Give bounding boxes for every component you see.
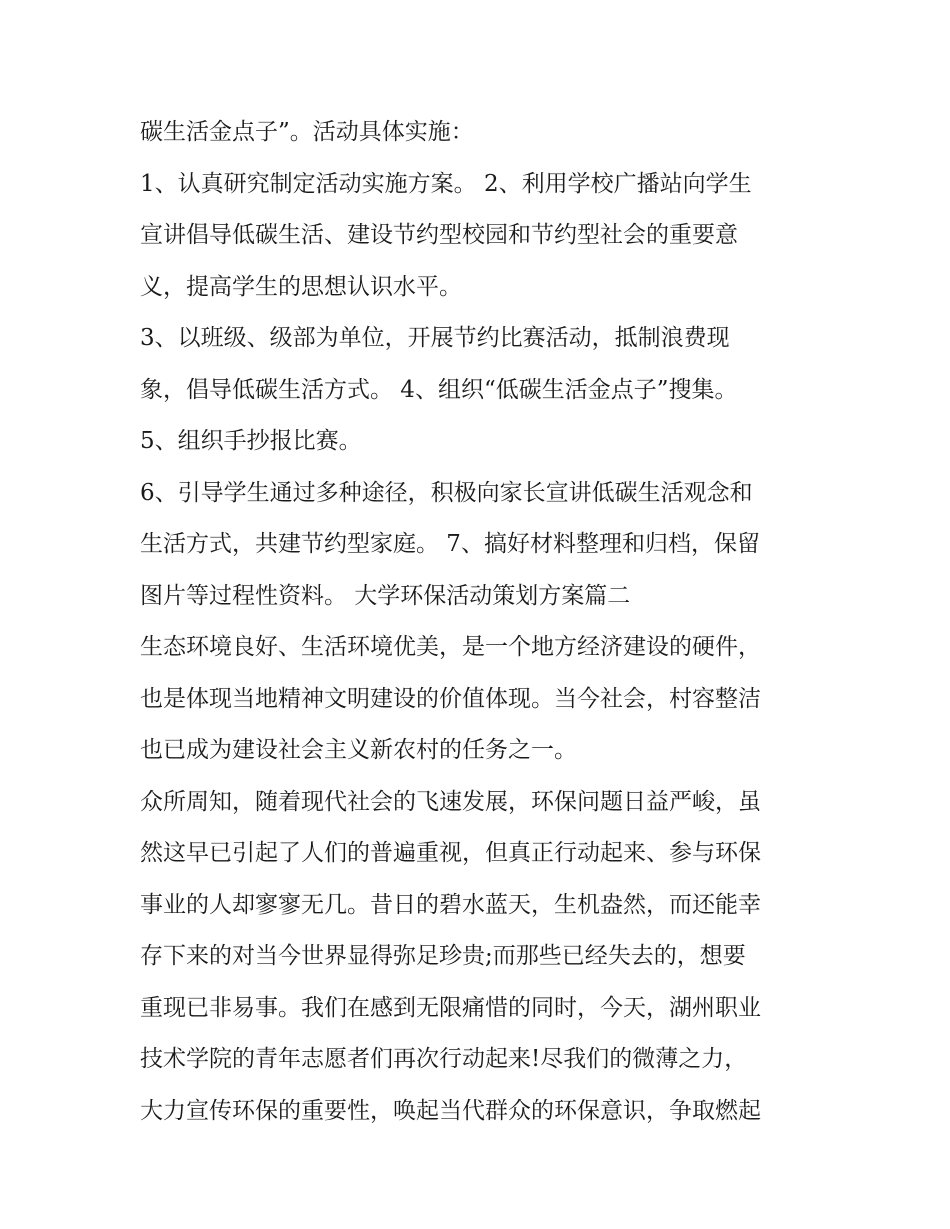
text-line-7: 5、组织手抄报比赛。 <box>140 428 362 454</box>
text-line-20: 大力宣传环保的重要性，唤起当代群众的环保意识，争取燃起 <box>140 1097 761 1124</box>
text-line-4: 义，提高学生的思想认识水平。 <box>140 273 462 300</box>
text-line-19: 技术学院的青年志愿者们再次行动起来!尽我们的微薄之力， <box>140 1046 748 1072</box>
text-line-3: 宣讲倡导低碳生活、建设节约型校园和节约型社会的重要意 <box>140 222 738 248</box>
text-line-12: 也是体现当地精神文明建设的价值体现。当今社会，村容整洁 <box>140 685 761 712</box>
text-line-1: 碳生活金点子”。活动具体实施： <box>140 119 474 145</box>
text-line-11: 生态环境良好、生活环境优美，是一个地方经济建设的硬件， <box>140 634 761 660</box>
text-line-13: 也已成为建设社会主义新农村的任务之一。 <box>140 737 577 763</box>
text-line-6: 象，倡导低碳生活方式。 4、组织“低碳生活金点子”搜集。 <box>140 376 738 403</box>
text-line-5: 3、以班级、级部为单位，开展节约比赛活动，抵制浪费现 <box>140 325 730 351</box>
text-line-9: 生活方式，共建节约型家庭。 7、搞好材料整理和归档，保留 <box>140 531 760 557</box>
text-line-16: 事业的人却寥寥无几。昔日的碧水蓝天，生机盎然，而还能幸 <box>140 891 761 918</box>
text-line-17: 存下来的对当今世界显得弥足珍贵;而那些已经失去的，想要 <box>140 943 746 969</box>
text-line-2: 1、认真研究制定活动实施方案。 2、利用学校广播站向学生 <box>140 170 752 197</box>
text-line-14: 众所周知，随着现代社会的飞速发展，环保问题日益严峻，虽 <box>140 788 761 815</box>
text-line-15: 然这早已引起了人们的普遍重视，但真正行动起来、参与环保 <box>140 840 761 866</box>
document-body <box>140 107 820 1137</box>
text-line-18: 重现已非易事。我们在感到无限痛惜的同时，今天，湖州职业 <box>140 994 761 1021</box>
text-line-10: 图片等过程性资料。 大学环保活动策划方案篇二 <box>140 582 631 609</box>
text-line-8: 6、引导学生通过多种途径，积极向家长宣讲低碳生活观念和 <box>140 479 753 506</box>
